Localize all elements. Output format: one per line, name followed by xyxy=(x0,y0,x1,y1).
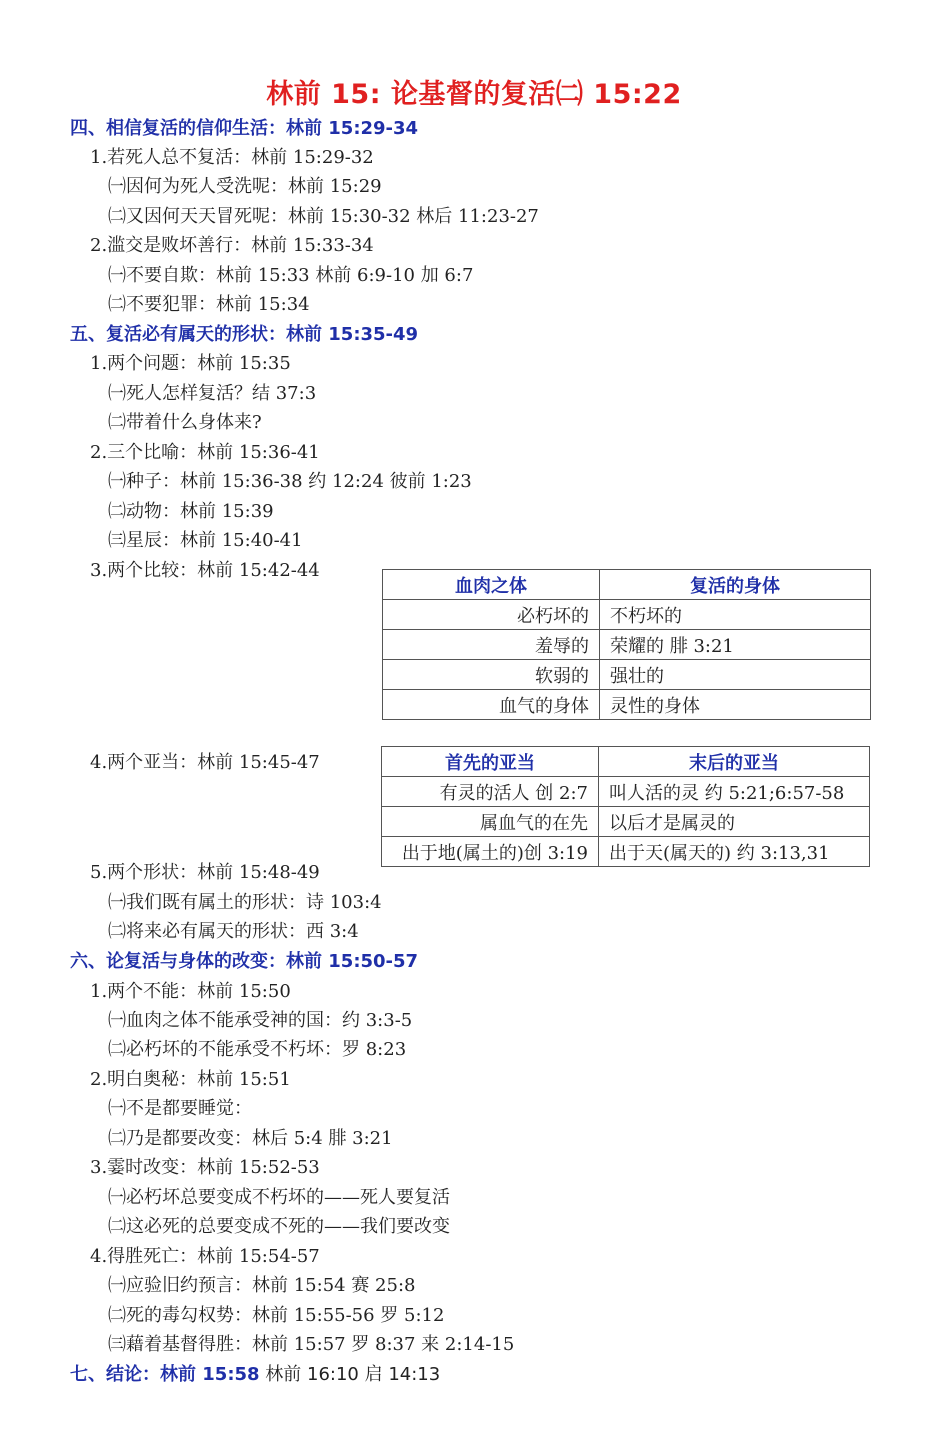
outline-subpoint: ㈢藉着基督得胜：林前 15:57 罗 8:37 来 2:14-15 xyxy=(108,1334,515,1355)
outline-subpoint: ㈡乃是都要改变：林后 5:4 腓 3:21 xyxy=(108,1128,393,1149)
outline-subpoint: ㈠我们既有属土的形状：诗 103:4 xyxy=(108,892,382,913)
outline-point: 2.滥交是败坏善行：林前 15:33-34 xyxy=(90,235,374,256)
outline-subpoint: ㈡死的毒勾权势：林前 15:55-56 罗 5:12 xyxy=(108,1305,445,1326)
outline-subpoint: ㈡带着什么身体来? xyxy=(108,412,262,433)
outline-subpoint: ㈠种子：林前 15:36-38 约 12:24 彼前 1:23 xyxy=(108,471,472,492)
outline-subpoint: ㈢星辰：林前 15:40-41 xyxy=(108,530,303,551)
outline-subpoint: ㈡将来必有属天的形状：西 3:4 xyxy=(108,921,359,942)
outline-subpoint: ㈠应验旧约预言：林前 15:54 赛 25:8 xyxy=(108,1275,416,1296)
table-cell: 不朽坏的 xyxy=(600,600,871,630)
outline-point: 4.得胜死亡：林前 15:54-57 xyxy=(90,1246,320,1267)
table-row xyxy=(383,660,871,690)
outline-subpoint: ㈡又因何天天冒死呢：林前 15:30-32 林后 11:23-27 xyxy=(108,206,539,227)
table-header: 血肉之体 xyxy=(383,570,600,600)
table-cell: 强壮的 xyxy=(600,660,871,690)
outline-subpoint: ㈡不要犯罪：林前 15:34 xyxy=(108,294,310,315)
table-cell: 羞辱的 xyxy=(383,630,600,660)
table-cell: 以后才是属灵的 xyxy=(599,807,870,837)
table-row xyxy=(383,690,871,720)
table-row xyxy=(382,807,870,837)
table-cell: 出于天(属天的) 约 3:13,31 xyxy=(599,837,870,867)
table-cell: 有灵的活人 创 2:7 xyxy=(382,777,599,807)
table-header: 复活的身体 xyxy=(600,570,871,600)
table-row xyxy=(383,600,871,630)
comparison-table-bodies xyxy=(382,569,871,720)
outline-subpoint: ㈠死人怎样复活？结 37:3 xyxy=(108,383,317,404)
table-cell: 血气的身体 xyxy=(383,690,600,720)
table-header: 末后的亚当 xyxy=(599,747,870,777)
outline-point: 1.两个不能：林前 15:50 xyxy=(90,981,291,1002)
table-cell: 荣耀的 腓 3:21 xyxy=(600,630,871,660)
comparison-table-adams xyxy=(381,746,870,867)
outline-subpoint: ㈡这必死的总要变成不死的——我们要改变 xyxy=(108,1216,450,1237)
outline-subpoint: ㈠不是都要睡觉： xyxy=(108,1098,252,1119)
outline-point: 3.霎时改变：林前 15:52-53 xyxy=(90,1157,320,1178)
table-header: 首先的亚当 xyxy=(382,747,599,777)
outline-point: 2.三个比喻：林前 15:36-41 xyxy=(90,442,320,463)
table-row xyxy=(383,630,871,660)
outline-point: 5.两个形状：林前 15:48-49 xyxy=(90,862,320,883)
outline-point: 1.两个问题：林前 15:35 xyxy=(90,353,291,374)
conclusion-heading: 七、结论：林前 15:58 xyxy=(70,1364,260,1385)
outline-subpoint: ㈡动物：林前 15:39 xyxy=(108,501,274,522)
table-cell: 叫人活的灵 约 5:21;6:57-58 xyxy=(599,777,870,807)
outline-point: 1.若死人总不复活：林前 15:29-32 xyxy=(90,147,374,168)
outline-subpoint: ㈠不要自欺：林前 15:33 林前 6:9-10 加 6:7 xyxy=(108,265,474,286)
outline-subpoint: ㈠必朽坏总要变成不朽坏的——死人要复活 xyxy=(108,1187,450,1208)
conclusion-references: 林前 16:10 启 14:13 xyxy=(259,1364,441,1385)
table-cell: 出于地(属土的)创 3:19 xyxy=(382,837,599,867)
table-header-row xyxy=(383,570,871,600)
outline-subpoint: ㈡必朽坏的不能承受不朽坏：罗 8:23 xyxy=(108,1039,407,1060)
section-heading-conclusion xyxy=(70,1360,440,1390)
section-heading: 六、论复活与身体的改变：林前 15:50-57 xyxy=(70,951,419,972)
table-row xyxy=(382,837,870,867)
section-heading: 五、复活必有属天的形状：林前 15:35-49 xyxy=(70,324,419,345)
table-cell: 必朽坏的 xyxy=(383,600,600,630)
page-title: 林前 15: 论基督的复活㈡ 15:22 xyxy=(266,79,682,110)
table-header-row xyxy=(382,747,870,777)
outline-subpoint: ㈠血肉之体不能承受神的国：约 3:3-5 xyxy=(108,1010,413,1031)
outline-point: 4.两个亚当：林前 15:45-47 xyxy=(90,752,320,773)
outline-point: 3.两个比较：林前 15:42-44 xyxy=(90,560,320,581)
outline-point: 2.明白奥秘：林前 15:51 xyxy=(90,1069,291,1090)
outline-subpoint: ㈠因何为死人受洗呢：林前 15:29 xyxy=(108,176,382,197)
table-cell: 灵性的身体 xyxy=(600,690,871,720)
section-heading: 四、相信复活的信仰生活：林前 15:29-34 xyxy=(70,118,419,139)
table-cell: 软弱的 xyxy=(383,660,600,690)
table-cell: 属血气的在先 xyxy=(382,807,599,837)
table-row xyxy=(382,777,870,807)
